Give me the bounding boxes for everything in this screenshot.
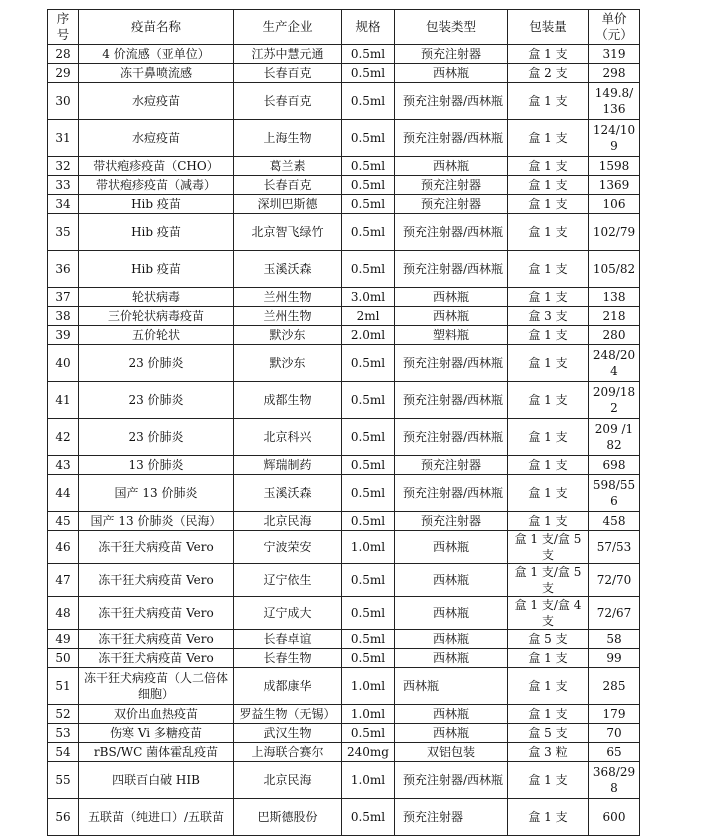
cell-price: 209 /182 bbox=[589, 419, 640, 456]
cell-name: 水痘疫苗 bbox=[79, 83, 234, 120]
cell-name: 23 价肺炎 bbox=[79, 382, 234, 419]
cell-qty: 盒 1 支 bbox=[508, 649, 589, 668]
cell-name: 水痘疫苗 bbox=[79, 120, 234, 157]
table-row bbox=[48, 326, 640, 345]
cell-qty: 盒 1 支 bbox=[508, 456, 589, 475]
cell-maker: 默沙东 bbox=[234, 326, 342, 345]
cell-qty: 盒 5 支 bbox=[508, 630, 589, 649]
cell-price: 285 bbox=[589, 668, 640, 705]
cell-spec: 0.5ml bbox=[342, 214, 395, 251]
table-row bbox=[48, 597, 640, 630]
cell-maker: 上海联合赛尔 bbox=[234, 743, 342, 762]
cell-price: 99 bbox=[589, 649, 640, 668]
cell-spec: 0.5ml bbox=[342, 83, 395, 120]
cell-name: 国产 13 价肺炎 bbox=[79, 475, 234, 512]
cell-qty: 盒 5 支 bbox=[508, 724, 589, 743]
cell-pack: 预充注射器 bbox=[395, 512, 508, 531]
cell-spec: 2.0ml bbox=[342, 326, 395, 345]
table-row bbox=[48, 799, 640, 836]
cell-pack: 西林瓶 bbox=[395, 307, 508, 326]
header-pack: 包装类型 bbox=[395, 10, 508, 45]
cell-maker: 罗益生物（无锡） bbox=[234, 705, 342, 724]
cell-name: 冻干狂犬病疫苗 Vero bbox=[79, 630, 234, 649]
cell-spec: 0.5ml bbox=[342, 649, 395, 668]
cell-price: 72/70 bbox=[589, 564, 640, 597]
cell-pack: 预充注射器/西林瓶 bbox=[395, 83, 508, 120]
cell-no: 45 bbox=[48, 512, 79, 531]
cell-qty: 盒 1 支 bbox=[508, 45, 589, 64]
table-row bbox=[48, 157, 640, 176]
table-row bbox=[48, 668, 640, 705]
cell-no: 33 bbox=[48, 176, 79, 195]
cell-pack: 预充注射器/西林瓶 bbox=[395, 345, 508, 382]
cell-no: 53 bbox=[48, 724, 79, 743]
cell-maker: 北京科兴 bbox=[234, 419, 342, 456]
cell-qty: 盒 2 支 bbox=[508, 64, 589, 83]
cell-no: 32 bbox=[48, 157, 79, 176]
cell-name: 13 价肺炎 bbox=[79, 456, 234, 475]
cell-pack: 西林瓶 bbox=[395, 668, 508, 705]
cell-qty: 盒 1 支/盒 4 支 bbox=[508, 597, 589, 630]
cell-pack: 预充注射器/西林瓶 bbox=[395, 214, 508, 251]
cell-name: 冻干狂犬病疫苗（人二倍体细胞） bbox=[79, 668, 234, 705]
cell-spec: 240mg bbox=[342, 743, 395, 762]
cell-name: 23 价肺炎 bbox=[79, 419, 234, 456]
cell-maker: 北京民海 bbox=[234, 762, 342, 799]
cell-price: 598/556 bbox=[589, 475, 640, 512]
cell-name: 冻干狂犬病疫苗 Vero bbox=[79, 649, 234, 668]
cell-qty: 盒 1 支 bbox=[508, 251, 589, 288]
cell-name: 冻干狂犬病疫苗 Vero bbox=[79, 531, 234, 564]
cell-pack: 预充注射器/西林瓶 bbox=[395, 251, 508, 288]
table-row bbox=[48, 195, 640, 214]
cell-price: 280 bbox=[589, 326, 640, 345]
cell-spec: 3.0ml bbox=[342, 288, 395, 307]
cell-spec: 0.5ml bbox=[342, 345, 395, 382]
cell-pack: 西林瓶 bbox=[395, 288, 508, 307]
cell-pack: 西林瓶 bbox=[395, 705, 508, 724]
cell-spec: 0.5ml bbox=[342, 419, 395, 456]
cell-price: 298 bbox=[589, 64, 640, 83]
cell-price: 70 bbox=[589, 724, 640, 743]
cell-qty: 盒 1 支 bbox=[508, 475, 589, 512]
cell-qty: 盒 1 支 bbox=[508, 176, 589, 195]
cell-price: 368/298 bbox=[589, 762, 640, 799]
cell-price: 102/79 bbox=[589, 214, 640, 251]
cell-maker: 江苏中慧元通 bbox=[234, 45, 342, 64]
cell-qty: 盒 1 支 bbox=[508, 157, 589, 176]
cell-pack: 预充注射器 bbox=[395, 176, 508, 195]
cell-pack: 西林瓶 bbox=[395, 157, 508, 176]
cell-no: 56 bbox=[48, 799, 79, 836]
cell-maker: 葛兰素 bbox=[234, 157, 342, 176]
cell-price: 1369 bbox=[589, 176, 640, 195]
cell-maker: 长春百克 bbox=[234, 176, 342, 195]
table-row bbox=[48, 45, 640, 64]
cell-pack: 双铝包装 bbox=[395, 743, 508, 762]
header-price: 单价（元） bbox=[589, 10, 640, 45]
cell-spec: 0.5ml bbox=[342, 475, 395, 512]
cell-name: 五联苗（纯进口）/五联苗 bbox=[79, 799, 234, 836]
cell-no: 29 bbox=[48, 64, 79, 83]
cell-spec: 1.0ml bbox=[342, 705, 395, 724]
table-row bbox=[48, 288, 640, 307]
table-row bbox=[48, 176, 640, 195]
cell-no: 36 bbox=[48, 251, 79, 288]
table-row bbox=[48, 345, 640, 382]
cell-spec: 1.0ml bbox=[342, 531, 395, 564]
cell-pack: 西林瓶 bbox=[395, 64, 508, 83]
cell-spec: 0.5ml bbox=[342, 724, 395, 743]
cell-name: 冻干狂犬病疫苗 Vero bbox=[79, 564, 234, 597]
vaccine-price-table bbox=[47, 9, 640, 836]
cell-spec: 2ml bbox=[342, 307, 395, 326]
cell-qty: 盒 1 支 bbox=[508, 668, 589, 705]
cell-price: 124/109 bbox=[589, 120, 640, 157]
cell-spec: 1.0ml bbox=[342, 668, 395, 705]
cell-name: 带状疱疹疫苗（减毒） bbox=[79, 176, 234, 195]
table-row bbox=[48, 214, 640, 251]
cell-maker: 玉溪沃森 bbox=[234, 475, 342, 512]
cell-qty: 盒 1 支/盒 5 支 bbox=[508, 564, 589, 597]
cell-maker: 深圳巴斯德 bbox=[234, 195, 342, 214]
cell-qty: 盒 1 支 bbox=[508, 799, 589, 836]
cell-spec: 0.5ml bbox=[342, 120, 395, 157]
cell-no: 35 bbox=[48, 214, 79, 251]
cell-name: Hib 疫苗 bbox=[79, 251, 234, 288]
table-row bbox=[48, 83, 640, 120]
cell-spec: 0.5ml bbox=[342, 64, 395, 83]
cell-price: 1598 bbox=[589, 157, 640, 176]
cell-pack: 预充注射器 bbox=[395, 456, 508, 475]
cell-pack: 预充注射器/西林瓶 bbox=[395, 419, 508, 456]
cell-pack: 西林瓶 bbox=[395, 531, 508, 564]
cell-price: 179 bbox=[589, 705, 640, 724]
cell-name: 伤寒 Vi 多糖疫苗 bbox=[79, 724, 234, 743]
cell-price: 149.8/136 bbox=[589, 83, 640, 120]
table-row bbox=[48, 762, 640, 799]
cell-spec: 0.5ml bbox=[342, 195, 395, 214]
cell-no: 39 bbox=[48, 326, 79, 345]
cell-no: 52 bbox=[48, 705, 79, 724]
cell-qty: 盒 1 支 bbox=[508, 512, 589, 531]
cell-maker: 兰州生物 bbox=[234, 307, 342, 326]
header-spec: 规格 bbox=[342, 10, 395, 45]
price-table-container bbox=[47, 9, 640, 836]
cell-no: 34 bbox=[48, 195, 79, 214]
table-row bbox=[48, 743, 640, 762]
cell-name: Hib 疫苗 bbox=[79, 214, 234, 251]
cell-no: 42 bbox=[48, 419, 79, 456]
table-row bbox=[48, 630, 640, 649]
cell-pack: 预充注射器/西林瓶 bbox=[395, 475, 508, 512]
cell-qty: 盒 1 支 bbox=[508, 83, 589, 120]
cell-name: 冻干鼻喷流感 bbox=[79, 64, 234, 83]
cell-spec: 0.5ml bbox=[342, 251, 395, 288]
cell-spec: 0.5ml bbox=[342, 597, 395, 630]
cell-pack: 西林瓶 bbox=[395, 724, 508, 743]
header-name: 疫苗名称 bbox=[79, 10, 234, 45]
cell-pack: 预充注射器/西林瓶 bbox=[395, 762, 508, 799]
cell-pack: 预充注射器/西林瓶 bbox=[395, 120, 508, 157]
cell-no: 28 bbox=[48, 45, 79, 64]
cell-maker: 长春卓谊 bbox=[234, 630, 342, 649]
table-body bbox=[48, 45, 640, 836]
cell-name: 四联百白破 HIB bbox=[79, 762, 234, 799]
cell-pack: 西林瓶 bbox=[395, 597, 508, 630]
cell-maker: 辽宁依生 bbox=[234, 564, 342, 597]
cell-no: 55 bbox=[48, 762, 79, 799]
cell-name: 双价出血热疫苗 bbox=[79, 705, 234, 724]
cell-price: 319 bbox=[589, 45, 640, 64]
cell-name: Hib 疫苗 bbox=[79, 195, 234, 214]
cell-maker: 辽宁成大 bbox=[234, 597, 342, 630]
cell-pack: 预充注射器 bbox=[395, 799, 508, 836]
cell-spec: 0.5ml bbox=[342, 512, 395, 531]
table-row bbox=[48, 120, 640, 157]
cell-price: 106 bbox=[589, 195, 640, 214]
cell-qty: 盒 1 支 bbox=[508, 288, 589, 307]
cell-qty: 盒 3 粒 bbox=[508, 743, 589, 762]
table-row bbox=[48, 512, 640, 531]
cell-spec: 0.5ml bbox=[342, 157, 395, 176]
cell-maker: 长春百克 bbox=[234, 64, 342, 83]
cell-maker: 巴斯德股份 bbox=[234, 799, 342, 836]
cell-maker: 长春百克 bbox=[234, 83, 342, 120]
cell-qty: 盒 1 支 bbox=[508, 382, 589, 419]
cell-price: 218 bbox=[589, 307, 640, 326]
cell-maker: 宁波荣安 bbox=[234, 531, 342, 564]
cell-maker: 兰州生物 bbox=[234, 288, 342, 307]
cell-name: 23 价肺炎 bbox=[79, 345, 234, 382]
table-row bbox=[48, 724, 640, 743]
table-row bbox=[48, 382, 640, 419]
cell-spec: 0.5ml bbox=[342, 176, 395, 195]
cell-no: 37 bbox=[48, 288, 79, 307]
table-row bbox=[48, 475, 640, 512]
cell-maker: 默沙东 bbox=[234, 345, 342, 382]
cell-price: 209/182 bbox=[589, 382, 640, 419]
cell-price: 600 bbox=[589, 799, 640, 836]
table-row bbox=[48, 705, 640, 724]
cell-price: 65 bbox=[589, 743, 640, 762]
cell-pack: 预充注射器 bbox=[395, 45, 508, 64]
cell-price: 57/53 bbox=[589, 531, 640, 564]
cell-no: 43 bbox=[48, 456, 79, 475]
cell-no: 51 bbox=[48, 668, 79, 705]
cell-maker: 成都生物 bbox=[234, 382, 342, 419]
cell-spec: 0.5ml bbox=[342, 456, 395, 475]
cell-qty: 盒 1 支 bbox=[508, 419, 589, 456]
cell-price: 248/204 bbox=[589, 345, 640, 382]
cell-price: 58 bbox=[589, 630, 640, 649]
cell-no: 38 bbox=[48, 307, 79, 326]
cell-no: 46 bbox=[48, 531, 79, 564]
table-header-row bbox=[48, 10, 640, 45]
cell-no: 47 bbox=[48, 564, 79, 597]
cell-qty: 盒 1 支 bbox=[508, 345, 589, 382]
cell-qty: 盒 1 支 bbox=[508, 214, 589, 251]
table-row bbox=[48, 419, 640, 456]
cell-no: 40 bbox=[48, 345, 79, 382]
cell-no: 30 bbox=[48, 83, 79, 120]
cell-qty: 盒 3 支 bbox=[508, 307, 589, 326]
cell-qty: 盒 1 支 bbox=[508, 762, 589, 799]
cell-qty: 盒 1 支/盒 5 支 bbox=[508, 531, 589, 564]
cell-name: 4 价流感（亚单位） bbox=[79, 45, 234, 64]
cell-name: 三价轮状病毒疫苗 bbox=[79, 307, 234, 326]
table-row bbox=[48, 531, 640, 564]
cell-spec: 0.5ml bbox=[342, 630, 395, 649]
cell-name: rBS/WC 菌体霍乱疫苗 bbox=[79, 743, 234, 762]
header-no: 序号 bbox=[48, 10, 79, 45]
cell-price: 138 bbox=[589, 288, 640, 307]
cell-qty: 盒 1 支 bbox=[508, 195, 589, 214]
header-maker: 生产企业 bbox=[234, 10, 342, 45]
cell-pack: 塑料瓶 bbox=[395, 326, 508, 345]
cell-spec: 0.5ml bbox=[342, 564, 395, 597]
cell-name: 五价轮状 bbox=[79, 326, 234, 345]
table-row bbox=[48, 564, 640, 597]
cell-spec: 0.5ml bbox=[342, 799, 395, 836]
cell-maker: 成都康华 bbox=[234, 668, 342, 705]
cell-maker: 辉瑞制药 bbox=[234, 456, 342, 475]
cell-price: 698 bbox=[589, 456, 640, 475]
cell-price: 72/67 bbox=[589, 597, 640, 630]
cell-no: 41 bbox=[48, 382, 79, 419]
cell-pack: 西林瓶 bbox=[395, 630, 508, 649]
cell-no: 49 bbox=[48, 630, 79, 649]
cell-pack: 西林瓶 bbox=[395, 564, 508, 597]
cell-no: 31 bbox=[48, 120, 79, 157]
table-row bbox=[48, 64, 640, 83]
cell-maker: 玉溪沃森 bbox=[234, 251, 342, 288]
cell-pack: 预充注射器 bbox=[395, 195, 508, 214]
cell-no: 44 bbox=[48, 475, 79, 512]
cell-maker: 上海生物 bbox=[234, 120, 342, 157]
cell-spec: 1.0ml bbox=[342, 762, 395, 799]
cell-pack: 预充注射器/西林瓶 bbox=[395, 382, 508, 419]
cell-price: 105/82 bbox=[589, 251, 640, 288]
cell-qty: 盒 1 支 bbox=[508, 705, 589, 724]
cell-name: 国产 13 价肺炎（民海） bbox=[79, 512, 234, 531]
cell-qty: 盒 1 支 bbox=[508, 120, 589, 157]
cell-name: 带状疱疹疫苗（CHO） bbox=[79, 157, 234, 176]
cell-maker: 武汉生物 bbox=[234, 724, 342, 743]
cell-pack: 西林瓶 bbox=[395, 649, 508, 668]
cell-qty: 盒 1 支 bbox=[508, 326, 589, 345]
table-row bbox=[48, 649, 640, 668]
cell-maker: 北京智飞绿竹 bbox=[234, 214, 342, 251]
cell-maker: 北京民海 bbox=[234, 512, 342, 531]
header-qty: 包装量 bbox=[508, 10, 589, 45]
cell-no: 54 bbox=[48, 743, 79, 762]
table-row bbox=[48, 456, 640, 475]
cell-no: 50 bbox=[48, 649, 79, 668]
table-row bbox=[48, 307, 640, 326]
cell-maker: 长春生物 bbox=[234, 649, 342, 668]
cell-name: 轮状病毒 bbox=[79, 288, 234, 307]
cell-spec: 0.5ml bbox=[342, 382, 395, 419]
cell-price: 458 bbox=[589, 512, 640, 531]
cell-name: 冻干狂犬病疫苗 Vero bbox=[79, 597, 234, 630]
cell-no: 48 bbox=[48, 597, 79, 630]
table-row bbox=[48, 251, 640, 288]
cell-spec: 0.5ml bbox=[342, 45, 395, 64]
